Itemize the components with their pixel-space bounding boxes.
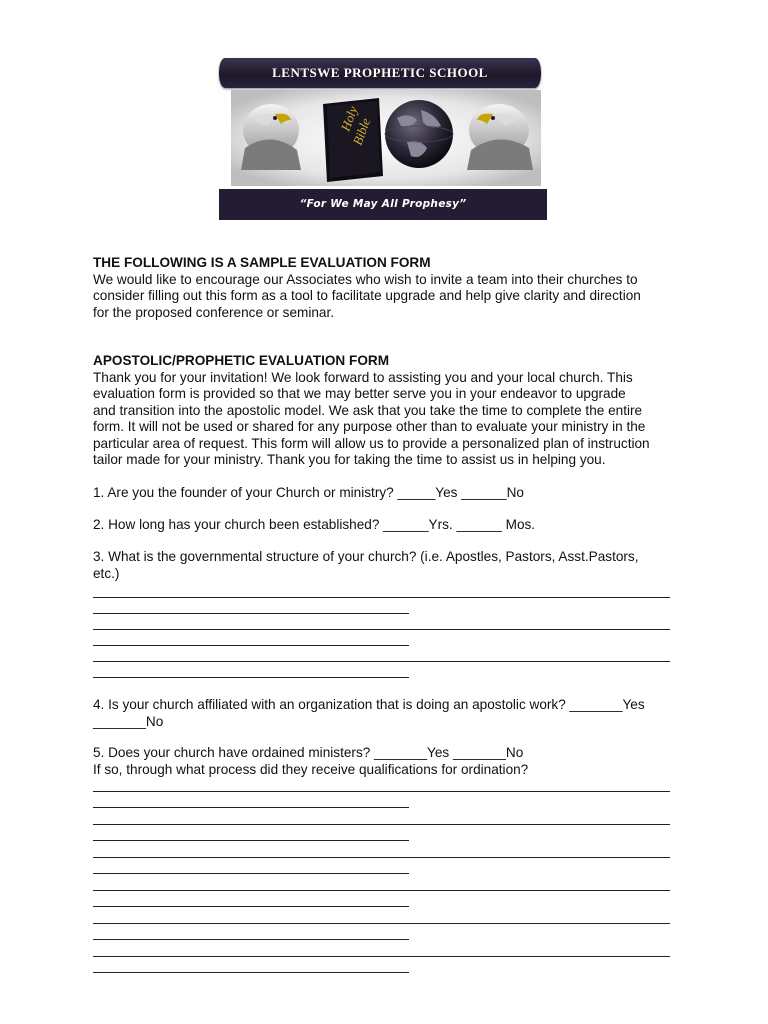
logo-banner-title: LENTSWE PROPHETIC SCHOOL (219, 58, 541, 88)
intro-heading: THE FOLLOWING IS A SAMPLE EVALUATION FORM (93, 255, 431, 270)
form-intro-line: evaluation form is provided so that we may better serve you in your endeavor to upgrade (93, 386, 626, 401)
answer-line-q5[interactable] (93, 873, 409, 874)
form-intro-line: tailor made for your ministry. Thank you for taking the time to assist us in helping you. (93, 452, 606, 467)
answer-line-q5[interactable] (93, 791, 670, 792)
school-logo (219, 58, 549, 220)
holy-bible-icon (323, 98, 383, 182)
question-4 (93, 697, 683, 730)
question-1 (93, 485, 683, 502)
logo-artwork (231, 90, 541, 186)
answer-line-q5[interactable] (93, 939, 409, 940)
answer-line-q5[interactable] (93, 923, 670, 924)
eagle-left-icon (241, 104, 301, 170)
form-heading: APOSTOLIC/PROPHETIC EVALUATION FORM (93, 353, 390, 368)
question-5-text: If so, through what process did they receive qualifications for ordination? (93, 761, 529, 777)
intro-line: We would like to encourage our Associates who wish to invite a team into their churches to (93, 271, 638, 287)
form-intro-line: and transition into the apostolic model. We ask that you take the time to complete the entire (93, 402, 643, 418)
answer-line-q3[interactable] (93, 677, 409, 678)
question-4-text: 4. Is your church affiliated with an organization that is doing an apostolic work? _______Yes (93, 697, 645, 712)
answer-line-q5[interactable] (93, 956, 670, 957)
answer-line-q3[interactable] (93, 629, 670, 630)
logo-tagline: “For We May All Prophesy” (219, 189, 547, 220)
intro-line: consider filling out this form as a tool to facilitate upgrade and help give clarity and direction (93, 288, 641, 303)
form-intro-line: form. It will not be used or shared for any purpose other than to evaluate your ministry in the (93, 419, 646, 434)
answer-line-q5[interactable] (93, 824, 670, 825)
answer-line-q3[interactable] (93, 661, 670, 662)
answer-line-q3[interactable] (93, 645, 409, 646)
question-3-text: etc.) (93, 565, 120, 581)
answer-line-q5[interactable] (93, 972, 409, 973)
answer-line-q5[interactable] (93, 890, 670, 891)
form-intro-section (93, 353, 683, 469)
question-5-text: 5. Does your church have ordained ministers? _______Yes _______No (93, 745, 524, 760)
answer-line-q5[interactable] (93, 857, 670, 858)
intro-line: for the proposed conference or seminar. (93, 304, 335, 320)
svg-text:Holy: Holy (337, 104, 361, 134)
answer-line-q3[interactable] (93, 597, 670, 598)
question-2 (93, 517, 683, 534)
question-3 (93, 549, 683, 582)
answer-line-q5[interactable] (93, 906, 409, 907)
answer-line-q5[interactable] (93, 840, 409, 841)
svg-text:Bible: Bible (349, 116, 374, 148)
question-1-text: 1. Are you the founder of your Church or ministry? _____Yes ______No (93, 485, 524, 500)
intro-section (93, 255, 683, 321)
question-5 (93, 745, 683, 778)
answer-line-q3[interactable] (93, 613, 409, 614)
form-intro-line: particular area of request. This form will allow us to provide a personalized plan of instruction (93, 435, 650, 451)
question-2-text: 2. How long has your church been established? ______Yrs. ______ Mos. (93, 517, 536, 532)
globe-icon (385, 100, 453, 168)
form-intro-line: Thank you for your invitation! We look forward to assisting you and your local church. This (93, 369, 633, 385)
question-3-text: 3. What is the governmental structure of your church? (i.e. Apostles, Pastors, Asst.Pastors, (93, 549, 639, 564)
question-4-text: _______No (93, 713, 164, 729)
answer-line-q5[interactable] (93, 807, 409, 808)
